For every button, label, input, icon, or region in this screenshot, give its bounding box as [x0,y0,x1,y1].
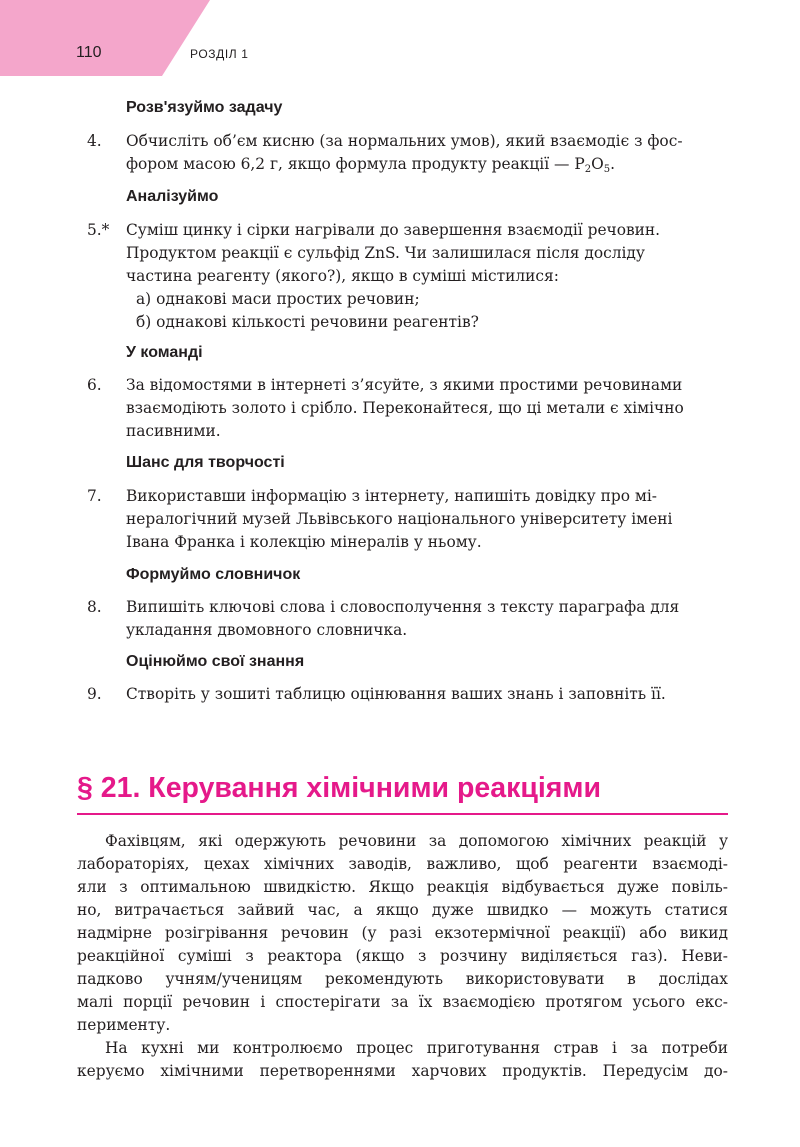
body-line: яли з оптимальною швидкістю. Якщо реакція відбувається дуже повіль- [77,878,728,896]
task-text [126,596,728,642]
task-subitem-b: б) однакові кількості речовини реагентів? [136,313,479,331]
task-line: частина реагенту (якого?), якщо в суміші містилися: [126,267,559,285]
task-line: Створіть у зошиті таблицю оцінювання ваших знань і заповніть її. [126,685,666,703]
task-line: взаємодіють золото і срібло. Переконайтеся, що ці метали є хімічно [126,399,684,417]
task-line: За відомостями в інтернеті з’ясуйте, з якими простими речовинами [126,376,683,394]
task-line-formula [126,153,728,176]
body-line: реакційної суміші з реактора (якщо з розчину виділяється газ). Неви- [77,947,728,965]
body-line: керуємо хімічними перетвореннями харчових продуктів. Передусім до- [77,1062,728,1080]
task-line: Продуктом реакції є сульфід ZnS. Чи залишилася після досліду [126,244,645,262]
page-number: 110 [76,44,102,61]
task-text [126,683,728,706]
task-line: нералогічний музей Львівського національного університету імені [126,510,673,528]
task-number: 4. [87,132,102,150]
task-line: Івана Франка і колекцію мінералів у ньому. [126,533,482,551]
section-label: РОЗДІЛ 1 [190,47,249,61]
task-line: Обчисліть об’єм кисню (за нормальних умов), який взаємодіє з фос- [126,132,683,150]
task-line: Використавши інформацію з інтернету, напишіть довідку про мі- [126,487,657,505]
task-text [126,485,728,554]
task-line: укладання двомовного словничка. [126,621,408,639]
task-line: Суміш цинку і сірки нагрівали до завершення взаємодії речовин. [126,221,661,239]
task-number: 9. [87,685,102,703]
formula-subscript: 5 [603,164,611,175]
task-text [126,130,728,176]
paragraph-body [77,830,728,1083]
body-line: Фахівцям, які одержують речовини за допомогою хімічних реакцій у [105,832,728,850]
task-text [126,374,728,443]
task-heading-creativity: Шанс для творчості [126,454,285,471]
body-line: падково учням/ученицям рекомендують використовувати в дослідах [77,970,728,988]
page-corner-tab [0,0,210,76]
task-heading-glossary: Формуймо словничок [126,566,301,583]
formula-part: . [610,155,615,173]
formula-subscript: 2 [584,164,592,175]
body-line: На кухні ми контролюємо процес приготування страв і за потреби [105,1039,728,1057]
task-number: 6. [87,376,102,394]
task-number: 5.* [87,221,110,239]
paragraph-title: § 21. Керування хімічними реакціями [77,772,602,804]
body-line: перименту. [77,1016,171,1034]
body-line: надмірне розігрівання речовин (у разі екзотермічної реакції) або викид [77,924,728,942]
task-text [126,219,728,334]
task-number: 7. [87,487,102,505]
task-number: 8. [87,598,102,616]
task-heading-self-assessment: Оцінюймо свої знання [126,653,305,670]
task-line: Випишіть ключові слова і словосполучення з тексту параграфа для [126,598,680,616]
paragraph-title-rule [77,813,728,815]
task-heading-analyze: Аналізуймо [126,188,219,205]
task-heading-solve-problem: Розв'язуймо задачу [126,99,283,116]
formula-part: O [591,155,604,173]
task-line: пасивними. [126,422,221,440]
task-subitem-a: а) однакові маси простих речовин; [136,290,420,308]
body-line: лабораторіях, цехах хімічних заводів, важливо, щоб реагенти взаємоді- [77,855,728,873]
body-line: малі порції речовин і спостерігати за їх взаємодією протягом усього екс- [77,993,728,1011]
body-line: но, витрачається зайвий час, а якщо дуже швидко — можуть статися [77,901,728,919]
task-line: фором масою 6,2 г, якщо формула продукту реакції — P [126,155,585,173]
task-heading-team: У команді [126,344,203,361]
